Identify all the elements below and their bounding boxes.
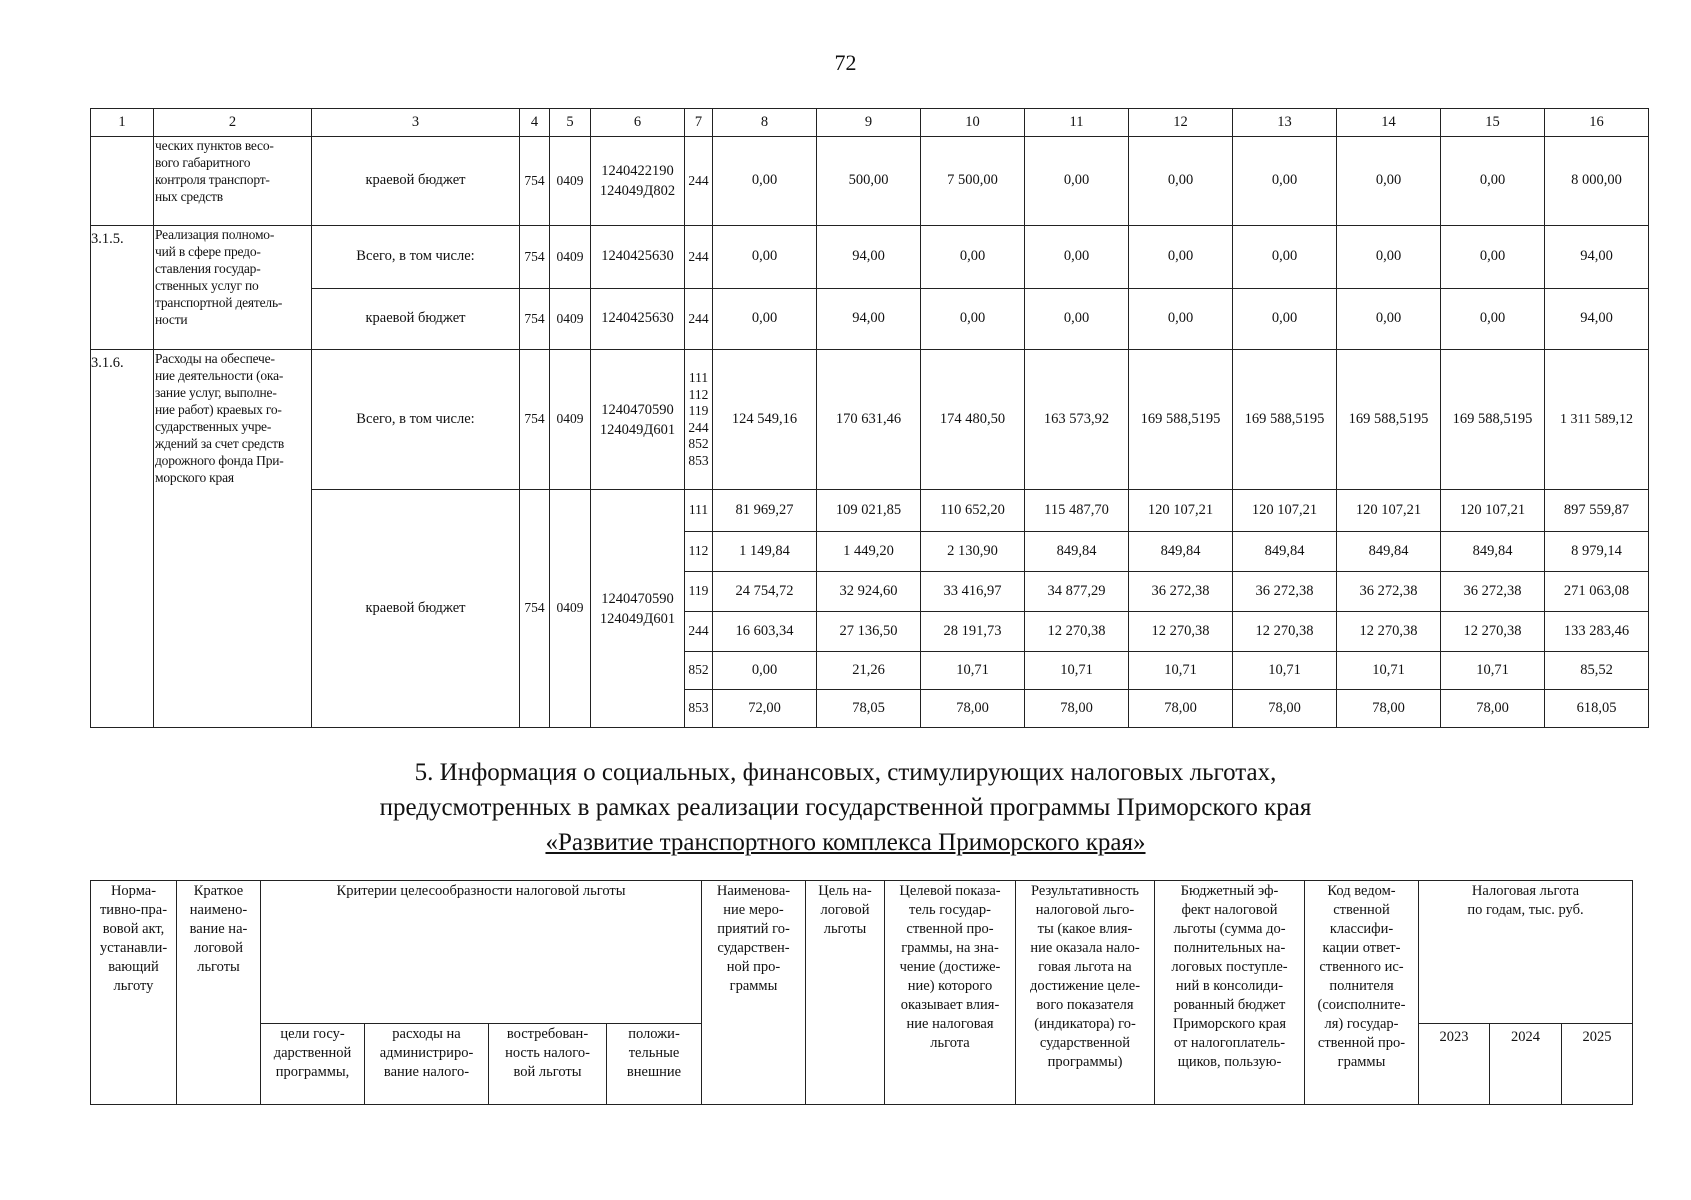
header-target-indicator: Целевой показа- тель государ- ственной про- граммы, на зна- чение (достиже- ние) которого оказывает влия- ние налоговая льгота — [885, 881, 1016, 1105]
value-cell: 1 149,84 — [713, 532, 817, 572]
value-cell: 169 588,5195 — [1233, 350, 1337, 490]
rz-code: 0409 — [550, 289, 591, 350]
item-name: Реализация полномо- чий в сфере предо- ставления государ- ственных услуг по транспортной деятель- ности — [154, 226, 312, 350]
value-cell: 78,00 — [1233, 690, 1337, 728]
value-cell: 0,00 — [1441, 226, 1545, 289]
value-cell: 78,00 — [1337, 690, 1441, 728]
funding-source: Всего, в том числе: — [312, 350, 520, 490]
value-cell: 849,84 — [1337, 532, 1441, 572]
header-goal: Цель на- логовой льготы — [806, 881, 885, 1105]
value-cell: 169 588,5195 — [1129, 350, 1233, 490]
value-cell: 120 107,21 — [1233, 490, 1337, 532]
item-number: 3.1.6. — [91, 350, 154, 728]
value-cell: 120 107,21 — [1337, 490, 1441, 532]
vr-code: 244 — [685, 612, 713, 652]
funding-source: Всего, в том числе: — [312, 226, 520, 289]
value-cell: 0,00 — [921, 226, 1025, 289]
value-cell: 81 969,27 — [713, 490, 817, 532]
value-cell: 0,00 — [1025, 226, 1129, 289]
value-cell: 10,71 — [1233, 652, 1337, 690]
col-num: 1 — [91, 109, 154, 137]
value-cell: 94,00 — [817, 226, 921, 289]
value-cell: 27 136,50 — [817, 612, 921, 652]
item-name: Расходы на обеспече- ние деятельности (ока- зание услуг, выполне- ние работ) краевых го- сударственных учре- ждений за счет средств дорожного фонда При- морского края — [154, 350, 312, 728]
value-cell: 10,71 — [1025, 652, 1129, 690]
rz-code: 0409 — [550, 490, 591, 728]
value-cell: 271 063,08 — [1545, 572, 1649, 612]
header-effectiveness: Результативность налоговой льго- ты (какое влия- ние оказала нало- говая льгота на достижение целе- вого показателя (индикатора) го- сударственной программы) — [1016, 881, 1155, 1105]
value-cell: 36 272,38 — [1233, 572, 1337, 612]
vr-code: 244 — [685, 226, 713, 289]
value-cell: 0,00 — [1441, 289, 1545, 350]
col-num: 13 — [1233, 109, 1337, 137]
value-cell: 849,84 — [1441, 532, 1545, 572]
value-cell: 2 130,90 — [921, 532, 1025, 572]
vr-code: 111 — [685, 490, 713, 532]
grbs-code: 754 — [520, 137, 550, 226]
value-cell: 174 480,50 — [921, 350, 1025, 490]
col-num: 4 — [520, 109, 550, 137]
table-row — [91, 226, 1649, 289]
table-row — [91, 350, 1649, 490]
value-cell: 169 588,5195 — [1337, 350, 1441, 490]
header-legal-act: Норма- тивно-пра- вовой акт, устанавли- вающий льготу — [91, 881, 177, 1105]
value-cell: 1 311 589,12 — [1545, 350, 1649, 490]
page-number: 72 — [834, 50, 857, 75]
value-cell: 78,00 — [1441, 690, 1545, 728]
value-cell: 500,00 — [817, 137, 921, 226]
vr-code: 119 — [685, 572, 713, 612]
value-cell: 0,00 — [1025, 289, 1129, 350]
grbs-code: 754 — [520, 226, 550, 289]
value-cell: 28 191,73 — [921, 612, 1025, 652]
column-number-row — [91, 109, 1649, 137]
header-budget-effect: Бюджетный эф- фект налоговой льготы (сумма до- полнительных на- логовых поступле- ний в консолиди- рованный бюджет Приморского края от налогоплатель- щиков, пользую- — [1155, 881, 1305, 1105]
year-2025: 2025 — [1562, 1024, 1633, 1105]
vr-code: 244 — [685, 137, 713, 226]
value-cell: 94,00 — [1545, 226, 1649, 289]
value-cell: 133 283,46 — [1545, 612, 1649, 652]
value-cell: 0,00 — [1129, 289, 1233, 350]
value-cell: 120 107,21 — [1441, 490, 1545, 532]
value-cell: 0,00 — [1233, 289, 1337, 350]
grbs-code: 754 — [520, 350, 550, 490]
vr-code: 852 — [685, 652, 713, 690]
col-num: 12 — [1129, 109, 1233, 137]
value-cell: 10,71 — [1129, 652, 1233, 690]
table-row — [91, 137, 1649, 226]
funding-source: краевой бюджет — [312, 137, 520, 226]
section-heading-line: 5. Информация о социальных, финансовых, стимулирующих налоговых льготах, — [414, 759, 1277, 786]
value-cell: 36 272,38 — [1337, 572, 1441, 612]
col-num: 9 — [817, 109, 921, 137]
section-heading-line: предусмотренных в рамках реализации государственной программы Приморского края — [379, 794, 1312, 821]
col-num: 6 — [591, 109, 685, 137]
value-cell: 12 270,38 — [1233, 612, 1337, 652]
value-cell: 169 588,5195 — [1441, 350, 1545, 490]
value-cell: 10,71 — [1441, 652, 1545, 690]
value-cell: 163 573,92 — [1025, 350, 1129, 490]
grbs-code: 754 — [520, 289, 550, 350]
value-cell: 12 270,38 — [1025, 612, 1129, 652]
rz-code: 0409 — [550, 350, 591, 490]
header-short-name: Краткое наимено- вание на- логовой льготы — [177, 881, 261, 1105]
value-cell: 849,84 — [1025, 532, 1129, 572]
kbk-code: 1240425630 — [591, 289, 685, 350]
kbk-code: 1240470590 124049Д601 — [591, 350, 685, 490]
value-cell: 85,52 — [1545, 652, 1649, 690]
col-num: 8 — [713, 109, 817, 137]
value-cell: 849,84 — [1129, 532, 1233, 572]
year-2023: 2023 — [1419, 1024, 1490, 1105]
year-2024: 2024 — [1490, 1024, 1562, 1105]
value-cell: 849,84 — [1233, 532, 1337, 572]
value-cell: 34 877,29 — [1025, 572, 1129, 612]
vr-code-list: 111 112 119 244 852 853 — [685, 350, 713, 490]
value-cell: 12 270,38 — [1129, 612, 1233, 652]
header-criteria: Критерии целесообразности налоговой льготы — [261, 881, 702, 1024]
col-num: 16 — [1545, 109, 1649, 137]
subheader-program-goals: цели госу- дарственной программы, — [261, 1024, 365, 1105]
table-row — [91, 490, 1649, 532]
table-row — [91, 289, 1649, 350]
subheader-external-effects: положи- тельные внешние — [607, 1024, 702, 1105]
value-cell: 21,26 — [817, 652, 921, 690]
kbk-code: 1240425630 — [591, 226, 685, 289]
value-cell: 94,00 — [1545, 289, 1649, 350]
value-cell: 12 270,38 — [1337, 612, 1441, 652]
vr-code: 853 — [685, 690, 713, 728]
item-number — [91, 137, 154, 226]
value-cell: 78,00 — [1025, 690, 1129, 728]
value-cell: 10,71 — [921, 652, 1025, 690]
value-cell: 8 979,14 — [1545, 532, 1649, 572]
value-cell: 0,00 — [921, 289, 1025, 350]
funding-source: краевой бюджет — [312, 289, 520, 350]
value-cell: 33 416,97 — [921, 572, 1025, 612]
value-cell: 0,00 — [1337, 289, 1441, 350]
col-num: 15 — [1441, 109, 1545, 137]
value-cell: 78,00 — [921, 690, 1025, 728]
header-benefit-by-year: Налоговая льгота по годам, тыс. руб. — [1419, 881, 1633, 1024]
value-cell: 8 000,00 — [1545, 137, 1649, 226]
value-cell: 36 272,38 — [1129, 572, 1233, 612]
subheader-admin-costs: расходы на администриро- вание налого- — [365, 1024, 489, 1105]
value-cell: 170 631,46 — [817, 350, 921, 490]
value-cell: 124 549,16 — [713, 350, 817, 490]
value-cell: 0,00 — [713, 137, 817, 226]
section-heading-program-title: «Развитие транспортного комплекса Приморского края» — [545, 829, 1146, 856]
grbs-code: 754 — [520, 490, 550, 728]
col-num: 10 — [921, 109, 1025, 137]
header-department-code: Код ведом- ственной классифи- кации ответ- ственного ис- полнителя (соисполните- ля) государ- ственной про- граммы — [1305, 881, 1419, 1105]
value-cell: 0,00 — [1337, 137, 1441, 226]
value-cell: 24 754,72 — [713, 572, 817, 612]
value-cell: 120 107,21 — [1129, 490, 1233, 532]
header-events: Наименова- ние меро- приятий го- сударствен- ной про- граммы — [702, 881, 806, 1105]
item-number: 3.1.5. — [91, 226, 154, 350]
value-cell: 12 270,38 — [1441, 612, 1545, 652]
value-cell: 16 603,34 — [713, 612, 817, 652]
value-cell: 897 559,87 — [1545, 490, 1649, 532]
vr-code: 112 — [685, 532, 713, 572]
tax-benefits-table — [90, 880, 1633, 1105]
value-cell: 0,00 — [1337, 226, 1441, 289]
value-cell: 0,00 — [1129, 226, 1233, 289]
section-heading — [0, 755, 1691, 860]
value-cell: 78,00 — [1129, 690, 1233, 728]
value-cell: 10,71 — [1337, 652, 1441, 690]
value-cell: 0,00 — [1233, 137, 1337, 226]
col-num: 7 — [685, 109, 713, 137]
kbk-code: 1240422190 124049Д802 — [591, 137, 685, 226]
value-cell: 109 021,85 — [817, 490, 921, 532]
col-num: 11 — [1025, 109, 1129, 137]
value-cell: 36 272,38 — [1441, 572, 1545, 612]
value-cell: 618,05 — [1545, 690, 1649, 728]
value-cell: 0,00 — [713, 289, 817, 350]
budget-table — [90, 108, 1649, 728]
col-num: 2 — [154, 109, 312, 137]
value-cell: 0,00 — [1441, 137, 1545, 226]
value-cell: 32 924,60 — [817, 572, 921, 612]
rz-code: 0409 — [550, 137, 591, 226]
value-cell: 115 487,70 — [1025, 490, 1129, 532]
value-cell: 0,00 — [1129, 137, 1233, 226]
value-cell: 72,00 — [713, 690, 817, 728]
col-num: 14 — [1337, 109, 1441, 137]
value-cell: 0,00 — [713, 226, 817, 289]
rz-code: 0409 — [550, 226, 591, 289]
value-cell: 78,05 — [817, 690, 921, 728]
col-num: 3 — [312, 109, 520, 137]
value-cell: 94,00 — [817, 289, 921, 350]
item-name: ческих пунктов весо- вого габаритного контроля транспорт- ных средств — [154, 137, 312, 226]
value-cell: 7 500,00 — [921, 137, 1025, 226]
value-cell: 110 652,20 — [921, 490, 1025, 532]
col-num: 5 — [550, 109, 591, 137]
subheader-demand: востребован- ность налого- вой льготы — [489, 1024, 607, 1105]
vr-code: 244 — [685, 289, 713, 350]
value-cell: 0,00 — [1233, 226, 1337, 289]
value-cell: 0,00 — [713, 652, 817, 690]
funding-source: краевой бюджет — [312, 490, 520, 728]
value-cell: 0,00 — [1025, 137, 1129, 226]
kbk-code: 1240470590 124049Д601 — [591, 490, 685, 728]
table-header-row — [91, 881, 1633, 1024]
value-cell: 1 449,20 — [817, 532, 921, 572]
